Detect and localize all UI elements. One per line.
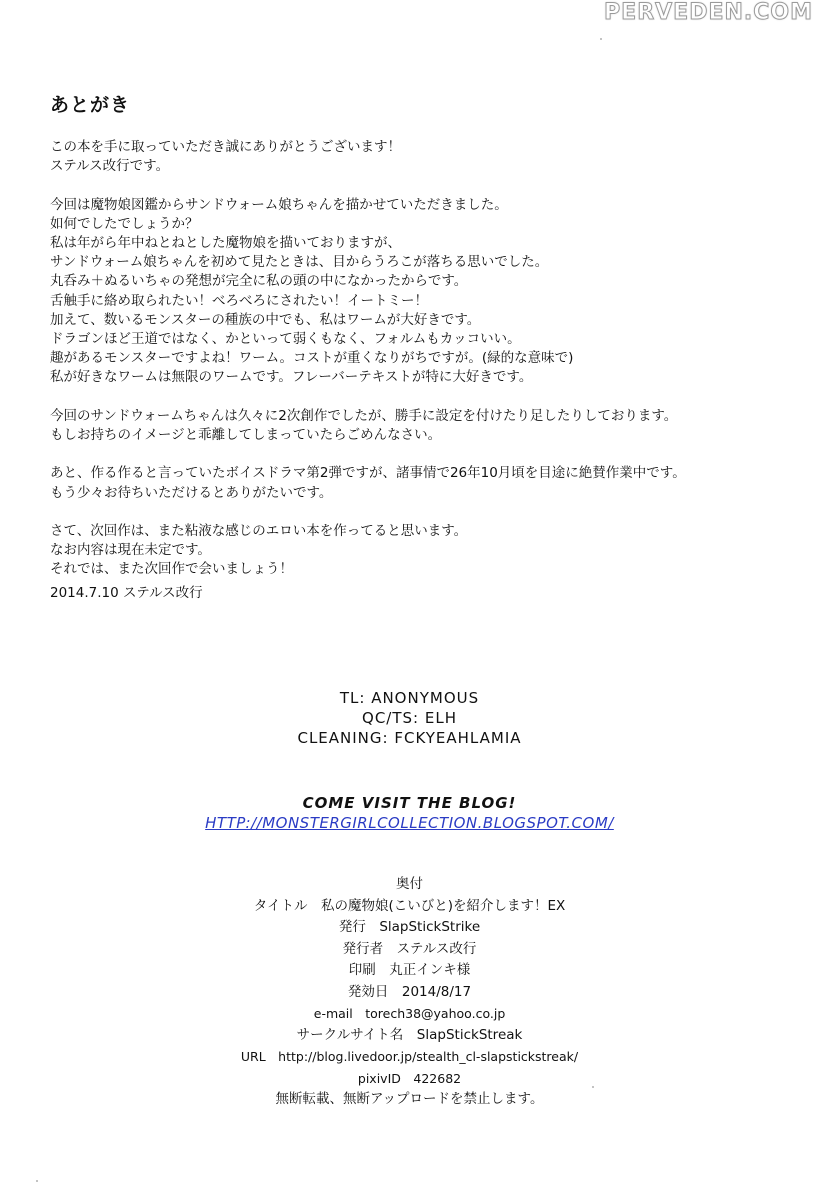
afterword-paragraph-3: [50, 407, 770, 445]
colophon-publisher: 発行 SlapStickStrike: [338, 919, 481, 935]
colophon-url: URL http://blog.livedoor.jp/stealth_cl-slapstickstreak/: [240, 1049, 579, 1064]
colophon-email: e-mail torech38@yahoo.co.jp: [313, 1006, 506, 1021]
afterword-signoff: 2014.7.10 ステルス改行: [50, 585, 203, 601]
afterword-paragraph-2: [50, 196, 770, 388]
scan-speck: [592, 1086, 594, 1088]
afterword-body: [50, 138, 770, 599]
afterword-paragraph-4: [50, 464, 770, 502]
text-line: なお内容は現在未定です。: [50, 542, 211, 559]
afterword-heading: あとがき: [50, 94, 131, 116]
text-line: あと、作る作ると言っていたボイスドラマ第2弾ですが、諸事情で26年10月頃を目途に絶賛作業中です。: [50, 465, 686, 482]
afterword-paragraph-1: [50, 138, 770, 176]
text-line: それでは、また次回作で会いましょう！: [50, 561, 293, 578]
text-line: ドラゴンほど王道ではなく、かといって弱くもなく、フォルムもカッコいい。: [50, 331, 521, 348]
colophon: [0, 874, 819, 1111]
text-line: 今回のサンドウォームちゃんは久々に2次創作でしたが、勝手に設定を付けたり足したりしております。: [50, 407, 678, 424]
text-line: ステルス改行です。: [50, 158, 170, 175]
text-line: さて、次回作は、また粘液な感じのエロい本を作ってると思います。: [50, 523, 468, 539]
text-line: 私が好きなワームは無限のワームです。フレーバーテキストが特に大好きです。: [50, 369, 533, 386]
credit-translator: TL: ANONYMOUS: [339, 689, 480, 707]
afterword-paragraph-5: [50, 522, 770, 580]
site-watermark: PERVEDEN.COM: [604, 0, 813, 25]
colophon-heading: 奥付: [396, 876, 423, 892]
colophon-issuer: 発行者 ステルス改行: [342, 940, 477, 957]
text-line: もう少々お待ちいただけるとありがたいです。: [50, 484, 333, 501]
text-line: サンドウォーム娘ちゃんを初めて見たときは、目からうろこが落ちる思いでした。: [50, 254, 549, 271]
scan-speck: [36, 1180, 38, 1182]
text-line: この本を手に取っていただき誠にありがとうございます！: [50, 139, 401, 155]
colophon-printer: 印刷 丸正インキ様: [348, 962, 471, 978]
colophon-title: タイトル 私の魔物娘(こいびと)を紹介します！EX: [253, 897, 566, 914]
text-line: もしお持ちのイメージと乖離してしまっていたらごめんなさい。: [50, 427, 442, 444]
colophon-pixiv: pixivID 422682: [357, 1070, 462, 1086]
blog-url-link[interactable]: HTTP://MONSTERGIRLCOLLECTION.BLOGSPOT.COM/: [205, 814, 614, 832]
text-line: 舌触手に絡め取られたい！べろべろにされたい！イートミー！: [50, 292, 428, 309]
translation-credits: [0, 688, 819, 748]
text-line: 趣があるモンスターですよね！ワーム。コストが重くなりがちですが。(緑的な意味で): [50, 350, 574, 367]
text-line: 加えて、数いるモンスターの種族の中でも、私はワームが大好きです。: [50, 311, 481, 328]
text-line: 今回は魔物娘図鑑からサンドウォーム娘ちゃんを描かせていただきました。: [50, 196, 508, 213]
colophon-date: 発効日 2014/8/17: [347, 983, 472, 1000]
scan-speck: [600, 38, 602, 40]
blog-promo: [0, 794, 819, 832]
text-line: 私は年がら年中ねとねとした魔物娘を描いておりますが、: [50, 235, 401, 251]
colophon-circle-site: サークルサイト名 SlapStickStreak: [296, 1026, 523, 1043]
colophon-notice: 無断転載、無断アップロードを禁止します。: [275, 1091, 544, 1107]
text-line: 如何でしたでしょうか？: [50, 215, 199, 232]
credit-qc-typeset: QC/TS: ELH: [362, 709, 457, 727]
blog-title: COME VISIT THE BLOG!: [302, 794, 517, 812]
text-line: 丸呑み＋ぬるいちゃの発想が完全に私の頭の中になかったからです。: [50, 273, 468, 290]
credit-cleaning: CLEANING: FCKYEAHLAMIA: [297, 729, 522, 747]
